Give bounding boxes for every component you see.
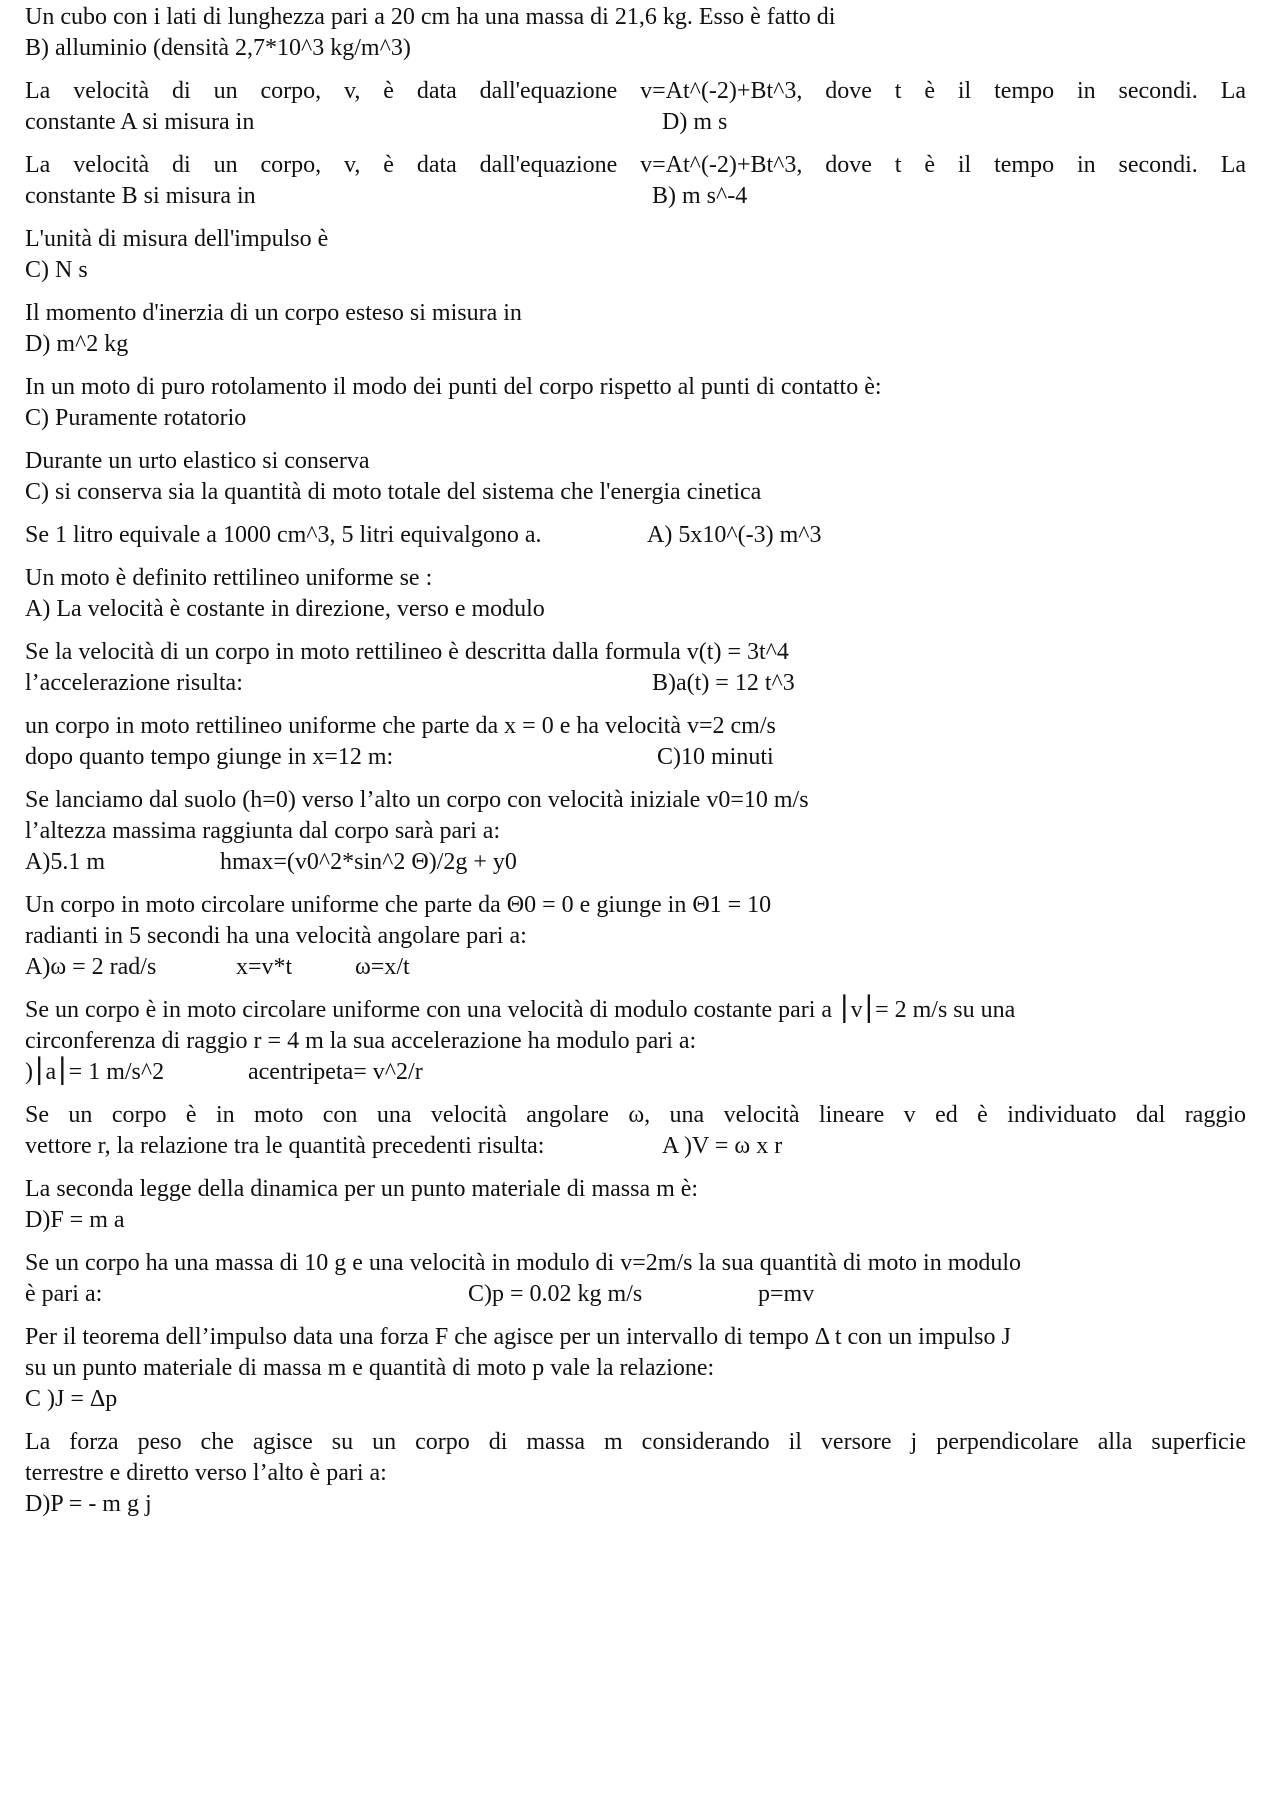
text-segment: constante B si misura in: [25, 183, 256, 209]
question-block: [25, 372, 1246, 434]
answer-text: [25, 594, 1246, 625]
question-text: [25, 1353, 1246, 1384]
question-text: [25, 107, 1246, 138]
text-segment: A) La velocità è costante in direzione, verso e modulo: [25, 596, 545, 622]
question-block: [25, 1100, 1246, 1162]
question-text: [25, 668, 1246, 699]
question-text: [25, 742, 1246, 773]
text-segment: C) si conserva sia la quantità di moto totale del sistema che l'energia cinetica: [25, 479, 762, 505]
question-block: [25, 995, 1246, 1088]
text-segment: Per il teorema dell’impulso data una forza F che agisce per un intervallo di tempo Δ t con un impulso J: [25, 1324, 1011, 1350]
text-segment: L'unità di misura dell'impulso è: [25, 226, 329, 252]
text-segment: Se 1 litro equivale a 1000 cm^3, 5 litri equivalgono a.: [25, 522, 542, 548]
text-segment: C )J = Δp: [25, 1386, 118, 1412]
question-block: [25, 150, 1246, 212]
formula-note: ω=x/t: [355, 954, 410, 980]
text-segment: Un corpo in moto circolare uniforme che parte da Θ0 = 0 e giunge in Θ1 = 10: [25, 892, 772, 918]
text-segment: è pari a:: [25, 1281, 103, 1307]
question-block: [25, 446, 1246, 508]
question-text: [25, 520, 1246, 551]
answer-text: [25, 1205, 1246, 1236]
question-text: [25, 1322, 1246, 1353]
question-text: [25, 224, 1246, 255]
text-segment: C) Puramente rotatorio: [25, 405, 247, 431]
question-text: Se un corpo è in moto con una velocità angolare ω, una velocità lineare v ed è individuato dal raggio: [25, 1102, 1246, 1128]
text-segment: Se lanciamo dal suolo (h=0) verso l’alto un corpo con velocità iniziale v0=10 m/s: [25, 787, 809, 813]
answer-text: [25, 1489, 1246, 1520]
text-segment: su un punto materiale di massa m e quantità di moto p vale la relazione:: [25, 1355, 715, 1381]
formula-note: hmax=(v0^2*sin^2 Θ)/2g + y0: [220, 849, 517, 875]
text-segment: vettore r, la relazione tra le quantità precedenti risulta:: [25, 1133, 545, 1159]
text-segment: A)ω = 2 rad/s: [25, 954, 157, 980]
question-text: [25, 637, 1246, 668]
question-text: [25, 446, 1246, 477]
text-segment: un corpo in moto rettilineo uniforme che parte da x = 0 e ha velocità v=2 cm/s: [25, 713, 776, 739]
answer-text: [25, 255, 1246, 286]
text-segment: radianti in 5 secondi ha una velocità angolare pari a:: [25, 923, 527, 949]
text-segment: dopo quanto tempo giunge in x=12 m:: [25, 744, 394, 770]
question-text: [25, 1026, 1246, 1057]
text-segment: Durante un urto elastico si conserva: [25, 448, 370, 474]
question-text: [25, 711, 1246, 742]
answer-text: B) m s^-4: [652, 183, 748, 209]
question-block: [25, 1174, 1246, 1236]
question-text: [25, 298, 1246, 329]
question-block: [25, 1248, 1246, 1310]
text-segment: B) alluminio (densità 2,7*10^3 kg/m^3): [25, 35, 411, 61]
text-segment: A)5.1 m: [25, 849, 105, 875]
question-block: [25, 2, 1246, 64]
text-segment: In un moto di puro rotolamento il modo dei punti del corpo rispetto al punti di contatto è:: [25, 374, 882, 400]
question-text: La velocità di un corpo, v, è data dall'equazione v=At^(-2)+Bt^3, dove t è il tempo in secondi. La: [25, 152, 1246, 178]
text-segment: La seconda legge della dinamica per un punto materiale di massa m è:: [25, 1176, 699, 1202]
text-segment: D)P = - m g j: [25, 1491, 152, 1517]
text-segment: Se un corpo è in moto circolare uniforme con una velocità di modulo costante pari a ⎮v⎮= 2 m/s su una: [25, 997, 1016, 1023]
question-text: [25, 995, 1246, 1026]
question-text: [25, 921, 1246, 952]
question-block: [25, 298, 1246, 360]
answer-text: [25, 1384, 1246, 1415]
question-block: [25, 890, 1246, 983]
question-block: [25, 711, 1246, 773]
question-text: [25, 1279, 1246, 1310]
question-block: [25, 785, 1246, 878]
formula-note: acentripeta= v^2/r: [248, 1059, 423, 1085]
question-text: [25, 1458, 1246, 1489]
question-block: [25, 76, 1246, 138]
answer-text: [25, 1057, 1246, 1088]
text-segment: terrestre e diretto verso l’alto è pari a:: [25, 1460, 387, 1486]
question-block: [25, 637, 1246, 699]
answer-text: [25, 477, 1246, 508]
answer-text: B)a(t) = 12 t^3: [652, 670, 795, 696]
text-segment: )⎮a⎮= 1 m/s^2: [25, 1059, 165, 1085]
question-text: [25, 372, 1246, 403]
answer-text: C)10 minuti: [657, 744, 774, 770]
answer-text: A) 5x10^(-3) m^3: [647, 522, 822, 548]
answer-text: [25, 847, 1246, 878]
question-text: La velocità di un corpo, v, è data dall'equazione v=At^(-2)+Bt^3, dove t è il tempo in secondi. La: [25, 78, 1246, 104]
answer-text: [25, 952, 1246, 983]
answer-text: [25, 33, 1246, 64]
question-text: [25, 816, 1246, 847]
question-block: [25, 1427, 1246, 1520]
text-segment: D) m^2 kg: [25, 331, 129, 357]
formula-note: x=v*t: [236, 954, 293, 980]
question-text: [25, 1131, 1246, 1162]
question-block: [25, 224, 1246, 286]
question-block: [25, 563, 1246, 625]
question-text: [25, 181, 1246, 212]
question-text: [25, 1174, 1246, 1205]
question-block: [25, 520, 1246, 551]
text-segment: Un cubo con i lati di lunghezza pari a 20 cm ha una massa di 21,6 kg. Esso è fatto di: [25, 4, 836, 30]
text-segment: C) N s: [25, 257, 88, 283]
answer-text: C)p = 0.02 kg m/s: [468, 1281, 643, 1307]
text-segment: Un moto è definito rettilineo uniforme se :: [25, 565, 433, 591]
text-segment: l’accelerazione risulta:: [25, 670, 243, 696]
answer-text: [25, 403, 1246, 434]
text-segment: Se un corpo ha una massa di 10 g e una velocità in modulo di v=2m/s la sua quantità di moto in modulo: [25, 1250, 1022, 1276]
question-block: [25, 1322, 1246, 1415]
text-segment: D)F = m a: [25, 1207, 125, 1233]
text-segment: Il momento d'inerzia di un corpo esteso si misura in: [25, 300, 522, 326]
question-text: La forza peso che agisce su un corpo di massa m considerando il versore j perpendicolare alla superficie: [25, 1429, 1246, 1455]
text-segment: circonferenza di raggio r = 4 m la sua accelerazione ha modulo pari a:: [25, 1028, 697, 1054]
question-text: [25, 1248, 1246, 1279]
formula-note: p=mv: [758, 1281, 815, 1307]
answer-text: A )V = ω x r: [662, 1133, 783, 1159]
answer-text: D) m s: [662, 109, 728, 135]
question-text: [25, 785, 1246, 816]
question-text: [25, 2, 1246, 33]
answer-text: [25, 329, 1246, 360]
question-text: [25, 563, 1246, 594]
text-segment: constante A si misura in: [25, 109, 255, 135]
text-segment: l’altezza massima raggiunta dal corpo sarà pari a:: [25, 818, 501, 844]
question-text: [25, 890, 1246, 921]
text-segment: Se la velocità di un corpo in moto rettilineo è descritta dalla formula v(t) = 3t^4: [25, 639, 789, 665]
